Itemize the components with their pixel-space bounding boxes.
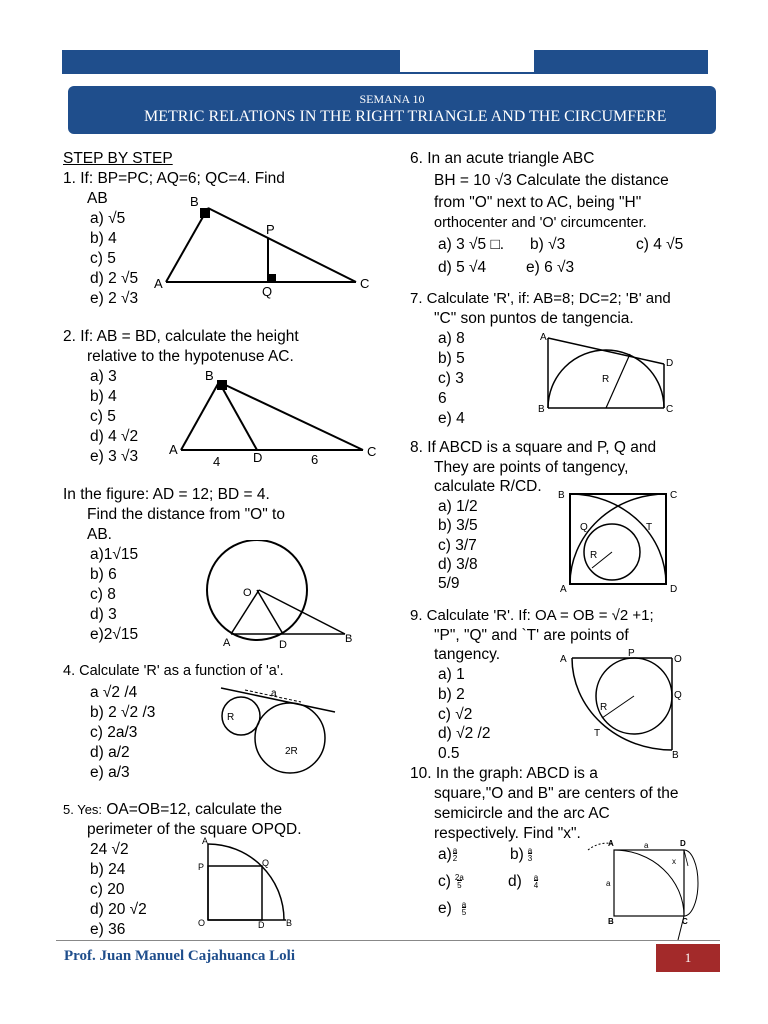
problem-6-text-4: orthocenter and 'O' circumcenter. — [434, 215, 647, 231]
problem-3-option: e)2√15 — [90, 626, 139, 643]
problem-6-text-3: from "O" next to AC, being "H" — [434, 194, 642, 211]
problem-10-text-4: respectively. Find "x". — [434, 825, 581, 842]
label-P: P — [198, 862, 205, 872]
label-a: a — [606, 879, 611, 888]
problem-10-figure — [584, 836, 708, 940]
problem-6-option: e) 6 √3 — [526, 259, 575, 276]
problem-1-text-2: AB — [87, 190, 108, 207]
label-B: B — [672, 750, 679, 760]
problem-3-option: a)1√15 — [90, 546, 139, 563]
problem-8-figure — [556, 486, 686, 596]
label-A: A — [560, 584, 567, 595]
problem-6-option: a) 3 √5 □. — [438, 236, 505, 253]
label-B: B — [538, 404, 545, 415]
label-C: C — [682, 917, 688, 926]
top-bar-left — [62, 50, 400, 74]
problem-3-option: b) 6 — [90, 566, 117, 583]
problem-7-text: 7. Calculate 'R', if: AB=8; DC=2; 'B' and — [410, 290, 671, 307]
problem-10-text: 10. In the graph: ABCD is a — [410, 765, 598, 782]
label-O: O — [198, 918, 206, 928]
problem-4-option: a √2 /4 — [90, 684, 138, 701]
problem-2-option: a) 3 — [90, 368, 117, 385]
label-B: B — [345, 633, 353, 645]
problem-5-text-2: perimeter of the square OPQD. — [87, 821, 302, 838]
problem-7-option: 6 — [438, 390, 447, 407]
label-A: A — [540, 332, 547, 343]
problem-6-option: c) 4 √5 — [636, 236, 684, 253]
label-R: R — [600, 702, 608, 713]
problem-2-option: c) 5 — [90, 408, 116, 425]
problem-5-option: b) 24 — [90, 861, 126, 878]
problem-1-option: a) √5 — [90, 210, 126, 227]
problem-9-text-3: tangency. — [434, 646, 501, 663]
label-B: B — [558, 490, 565, 501]
label-6: 6 — [311, 452, 319, 467]
label-R: R — [602, 374, 610, 385]
problem-9-option: c) √2 — [438, 706, 473, 723]
problem-10-option-d: $d) \frac{a}{4}$ — [508, 872, 539, 890]
problem-8-text-2: They are points of tangency, — [434, 459, 629, 476]
label-D: D — [670, 584, 678, 595]
problem-7-figure — [536, 330, 686, 416]
problem-8-option: b) 3/5 — [438, 517, 478, 534]
problem-9-figure — [556, 648, 686, 760]
problem-6-text: 6. In an acute triangle ABC — [410, 150, 595, 167]
problem-8-text-3: calculate R/CD. — [434, 478, 542, 495]
label-D: D — [666, 358, 674, 369]
problem-3-text-2: Find the distance from "O" to — [87, 506, 285, 523]
top-bar-line — [400, 72, 534, 74]
problem-9-option: a) 1 — [438, 666, 465, 683]
label-A: A — [560, 654, 567, 665]
label-D: D — [680, 839, 686, 848]
label-Q: Q — [262, 284, 273, 299]
problem-10-text-3: semicircle and the arc AC — [434, 805, 610, 822]
footer-rule — [56, 940, 720, 941]
problem-10-option-b: $b) \frac{a}{3}$ — [510, 845, 533, 863]
problem-5-text: 5. Yes: OA=OB=12, calculate the — [63, 801, 283, 818]
problem-6-option: d) 5 √4 — [438, 259, 487, 276]
problem-7-option: b) 5 — [438, 350, 465, 367]
problem-4-option: b) 2 √2 /3 — [90, 704, 156, 721]
problem-9-option: b) 2 — [438, 686, 465, 703]
label-B: B — [608, 917, 614, 926]
problem-8-option: d) 3/8 — [438, 556, 478, 573]
label-O: O — [674, 654, 682, 665]
problem-1-text: 1. If: BP=PC; AQ=6; QC=4. Find — [63, 170, 285, 187]
problem-4-option: c) 2a/3 — [90, 724, 138, 741]
label-x: x — [672, 857, 676, 866]
problem-3-text-3: AB. — [87, 526, 112, 543]
label-T: T — [594, 728, 601, 739]
label-D: D — [258, 920, 265, 928]
problem-4-option: e) a/3 — [90, 764, 130, 781]
problem-8-option: a) 1/2 — [438, 498, 478, 515]
label-O: O — [243, 587, 252, 599]
problem-5-option: 24 √2 — [90, 841, 129, 858]
label-a: a — [271, 688, 277, 699]
label-P: P — [266, 222, 275, 237]
problem-10-option-c: $c) \frac{2a}{5}$ — [438, 872, 464, 890]
problem-8-option: 5/9 — [438, 575, 460, 592]
problem-9-text-2: "P", "Q" and `T' are points of — [434, 627, 629, 644]
top-bar-right — [534, 50, 708, 74]
problem-9-option: 0.5 — [438, 745, 460, 762]
label-C: C — [670, 490, 678, 501]
label-C: C — [666, 404, 674, 415]
footer-author: Prof. Juan Manuel Cajahuanca Loli — [64, 948, 295, 964]
problem-3-text: In the figure: AD = 12; BD = 4. — [63, 486, 270, 503]
label-B: B — [286, 918, 293, 928]
problem-9-text: 9. Calculate 'R'. If: OA = OB = √2 +1; — [410, 607, 654, 624]
problem-8-option: c) 3/7 — [438, 537, 477, 554]
label-D: D — [253, 450, 263, 465]
problem-5-option: d) 20 √2 — [90, 901, 147, 918]
label-B: B — [205, 368, 214, 383]
problem-4-text: 4. Calculate 'R' as a function of 'a'. — [63, 663, 284, 679]
label-4: 4 — [213, 454, 221, 468]
problem-2-option: d) 4 √2 — [90, 428, 139, 445]
problem-5-option: c) 20 — [90, 881, 125, 898]
problem-1-option: b) 4 — [90, 230, 117, 247]
problem-2-text-2: relative to the hypotenuse AC. — [87, 348, 294, 365]
label-A: A — [608, 839, 614, 848]
problem-1-option: d) 2 √5 — [90, 270, 139, 287]
label-A: A — [154, 276, 163, 291]
problem-6-option: b) √3 — [530, 236, 566, 253]
problem-5-figure — [194, 836, 298, 928]
label-D: D — [279, 639, 287, 650]
problem-3-option: d) 3 — [90, 606, 117, 623]
label-R: R — [227, 712, 235, 723]
problem-3-option: c) 8 — [90, 586, 116, 603]
problem-1-option: e) 2 √3 — [90, 290, 139, 307]
label-R: R — [590, 550, 598, 561]
problem-7-option: c) 3 — [438, 370, 464, 387]
label-P: P — [628, 648, 635, 659]
problem-4-option: d) a/2 — [90, 744, 130, 761]
problem-9-option: d) √2 /2 — [438, 725, 491, 742]
label-A: A — [223, 637, 231, 649]
problem-2-option: e) 3 √3 — [90, 448, 139, 465]
problem-10-text-2: square,"O and B" are centers of the — [434, 785, 679, 802]
problem-2-option: b) 4 — [90, 388, 117, 405]
label-a: a — [644, 841, 649, 850]
problem-3-figure — [195, 540, 365, 650]
problem-5-option: e) 36 — [90, 921, 126, 938]
label-B: B — [190, 196, 199, 209]
problem-7-option: e) 4 — [438, 410, 465, 427]
page-number: 1 — [656, 944, 720, 972]
label-C: C — [367, 444, 377, 459]
week-label: SEMANA 10 — [359, 92, 425, 106]
label-Q: Q — [262, 858, 270, 868]
problem-2-text: 2. If: AB = BD, calculate the height — [63, 328, 299, 345]
label-2R: 2R — [285, 746, 298, 757]
label-Q: Q — [674, 690, 682, 701]
step-by-step-heading: STEP BY STEP — [63, 150, 173, 167]
problem-2-figure — [165, 368, 385, 468]
problem-10-option-a: $a)\frac{a}{2}$ — [438, 845, 458, 863]
label-T: T — [646, 522, 653, 533]
label-A: A — [169, 442, 178, 457]
problem-1-figure — [150, 196, 380, 300]
problem-4-figure — [215, 684, 340, 780]
problem-1-option: c) 5 — [90, 250, 116, 267]
problem-7-text-2: "C" son puntos de tangencia. — [434, 310, 634, 327]
problem-7-option: a) 8 — [438, 330, 465, 347]
label-C: C — [360, 276, 370, 291]
title-banner — [68, 86, 716, 134]
problem-8-text: 8. If ABCD is a square and P, Q and — [410, 439, 657, 456]
problem-6-text-2: BH = 10 √3 Calculate the distance — [434, 172, 669, 189]
label-Q: Q — [580, 522, 588, 533]
page-title: METRIC RELATIONS IN THE RIGHT TRIANGLE AND THE CIRCUMFERE — [144, 108, 667, 125]
problem-10-option-e: $e) \frac{a}{5}$ — [438, 899, 467, 917]
label-A: A — [202, 836, 209, 846]
